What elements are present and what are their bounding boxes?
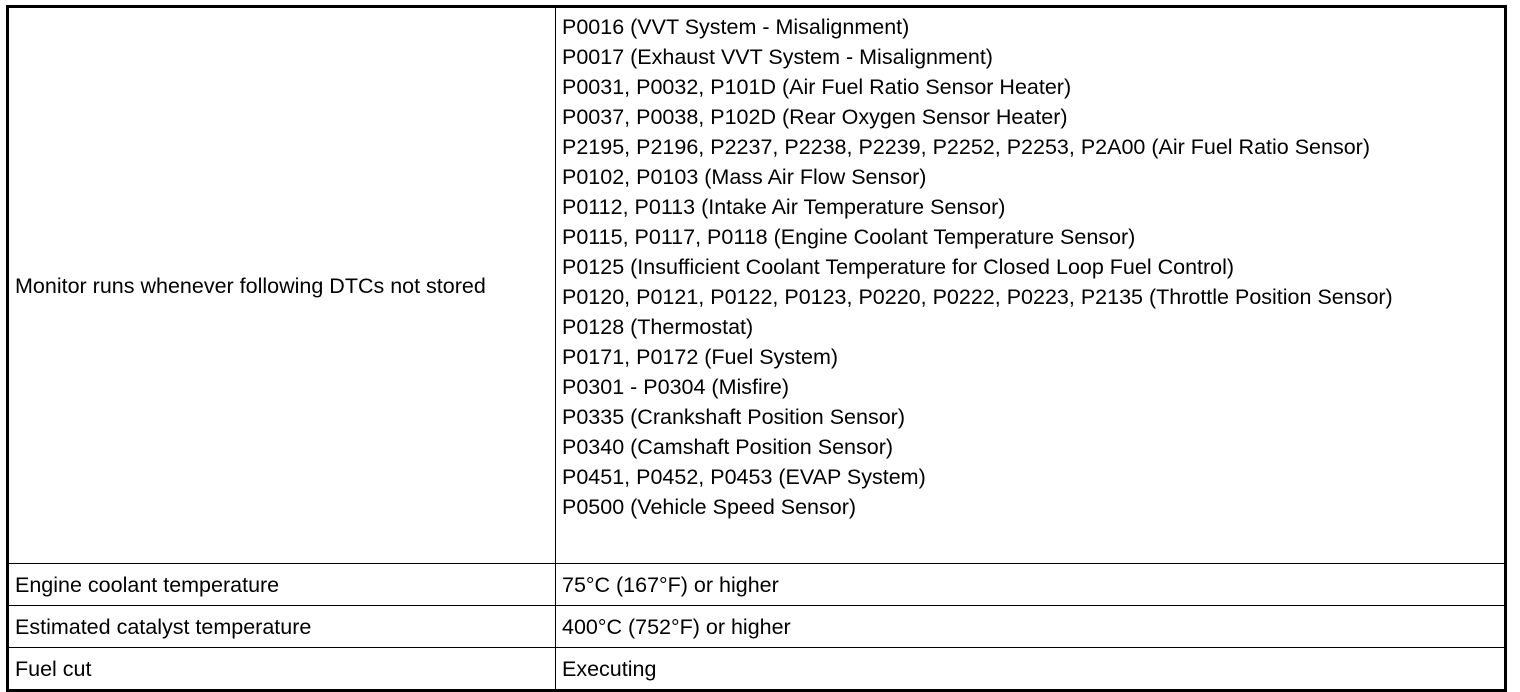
- table-row: [8, 648, 1506, 691]
- dtc-line: P0335 (Crankshaft Position Sensor): [562, 405, 905, 429]
- table-row: [8, 564, 1506, 606]
- dtc-line: P2195, P2196, P2237, P2238, P2239, P2252, P2253, P2A00 (Air Fuel Ratio Sensor): [562, 135, 1370, 159]
- dtc-line: P0120, P0121, P0122, P0123, P0220, P0222, P0223, P2135 (Throttle Position Sensor): [562, 285, 1393, 309]
- dtc-line: P0340 (Camshaft Position Sensor): [562, 435, 894, 459]
- condition-spec-cell: Executing: [556, 648, 1506, 691]
- dtc-line: P0102, P0103 (Mass Air Flow Sensor): [562, 165, 927, 189]
- dtc-line: P0301 - P0304 (Misfire): [562, 375, 790, 399]
- monitor-conditions-table: [6, 5, 1507, 692]
- table-row: [8, 606, 1506, 648]
- dtc-list-cell: [556, 7, 1506, 564]
- condition-spec-cell: 75°C (167°F) or higher: [556, 564, 1506, 606]
- dtc-line: P0171, P0172 (Fuel System): [562, 345, 839, 369]
- dtc-line: P0031, P0032, P101D (Air Fuel Ratio Sensor Heater): [562, 75, 1072, 99]
- condition-item-cell: Engine coolant temperature: [8, 564, 556, 606]
- table-row: [8, 7, 1506, 564]
- condition-item-cell: Estimated catalyst temperature: [8, 606, 556, 648]
- condition-item-cell: Fuel cut: [8, 648, 556, 691]
- dtc-line: P0500 (Vehicle Speed Sensor): [562, 495, 857, 519]
- dtc-line: P0016 (VVT System - Misalignment): [562, 15, 910, 39]
- dtc-line: P0112, P0113 (Intake Air Temperature Sensor): [562, 195, 1006, 219]
- dtc-line: P0128 (Thermostat): [562, 315, 754, 339]
- condition-item-cell: Monitor runs whenever following DTCs not stored: [8, 7, 556, 564]
- dtc-line: P0017 (Exhaust VVT System - Misalignment): [562, 45, 993, 69]
- dtc-line: P0451, P0452, P0453 (EVAP System): [562, 465, 926, 489]
- dtc-line: P0115, P0117, P0118 (Engine Coolant Temperature Sensor): [562, 225, 1136, 249]
- condition-spec-cell: 400°C (752°F) or higher: [556, 606, 1506, 648]
- dtc-line: P0037, P0038, P102D (Rear Oxygen Sensor Heater): [562, 105, 1068, 129]
- dtc-line: P0125 (Insufficient Coolant Temperature for Closed Loop Fuel Control): [562, 255, 1235, 279]
